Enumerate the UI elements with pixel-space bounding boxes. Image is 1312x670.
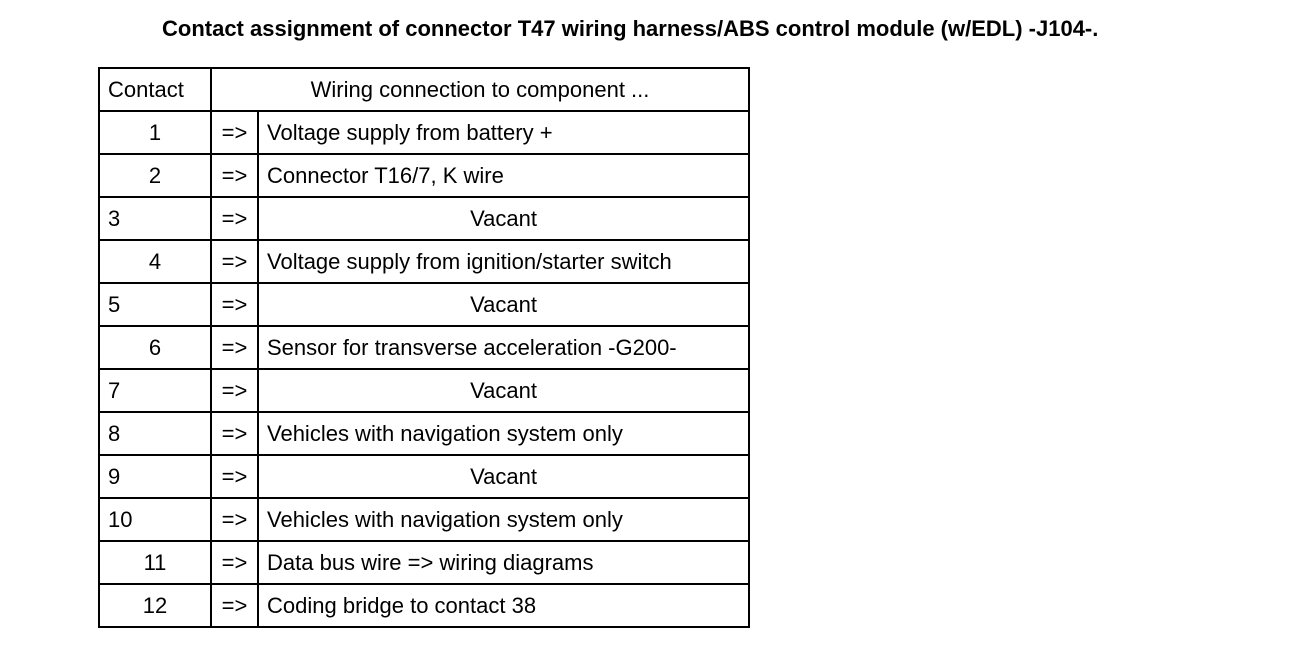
table-row	[99, 584, 749, 627]
table-row	[99, 541, 749, 584]
table-row	[99, 197, 749, 240]
table-row	[99, 498, 749, 541]
arrow-marker: =>	[211, 326, 258, 369]
wiring-description: Vacant	[258, 197, 749, 240]
contact-number: 1	[99, 111, 211, 154]
wiring-description: Vacant	[258, 283, 749, 326]
contact-number: 7	[99, 369, 211, 412]
table-row	[99, 412, 749, 455]
contact-column-header: Contact	[99, 68, 211, 111]
arrow-marker: =>	[211, 240, 258, 283]
contact-number: 12	[99, 584, 211, 627]
wiring-column-header: Wiring connection to component ...	[211, 68, 749, 111]
table-row	[99, 326, 749, 369]
arrow-marker: =>	[211, 111, 258, 154]
table-header-row	[99, 68, 749, 111]
arrow-marker: =>	[211, 498, 258, 541]
arrow-marker: =>	[211, 541, 258, 584]
contact-number: 8	[99, 412, 211, 455]
arrow-marker: =>	[211, 412, 258, 455]
wiring-description: Voltage supply from battery +	[258, 111, 749, 154]
contact-assignment-table	[98, 67, 750, 628]
arrow-marker: =>	[211, 154, 258, 197]
arrow-marker: =>	[211, 283, 258, 326]
wiring-description: Coding bridge to contact 38	[258, 584, 749, 627]
contact-number: 5	[99, 283, 211, 326]
wiring-description: Sensor for transverse acceleration -G200-	[258, 326, 749, 369]
arrow-marker: =>	[211, 584, 258, 627]
page-title: Contact assignment of connector T47 wiring harness/ABS control module (w/EDL) -J104-.	[162, 16, 1099, 41]
contact-number: 4	[99, 240, 211, 283]
wiring-description: Vehicles with navigation system only	[258, 412, 749, 455]
table-row	[99, 455, 749, 498]
contact-number: 6	[99, 326, 211, 369]
table-row	[99, 240, 749, 283]
table-row	[99, 111, 749, 154]
wiring-description: Vacant	[258, 455, 749, 498]
contact-number: 2	[99, 154, 211, 197]
wiring-description: Connector T16/7, K wire	[258, 154, 749, 197]
contact-number: 10	[99, 498, 211, 541]
arrow-marker: =>	[211, 197, 258, 240]
wiring-description: Data bus wire => wiring diagrams	[258, 541, 749, 584]
contact-number: 9	[99, 455, 211, 498]
wiring-description: Voltage supply from ignition/starter switch	[258, 240, 749, 283]
wiring-description: Vehicles with navigation system only	[258, 498, 749, 541]
table-row	[99, 154, 749, 197]
contact-number: 11	[99, 541, 211, 584]
arrow-marker: =>	[211, 455, 258, 498]
table-row	[99, 369, 749, 412]
table-row	[99, 283, 749, 326]
contact-number: 3	[99, 197, 211, 240]
arrow-marker: =>	[211, 369, 258, 412]
table-body	[99, 111, 749, 627]
wiring-description: Vacant	[258, 369, 749, 412]
